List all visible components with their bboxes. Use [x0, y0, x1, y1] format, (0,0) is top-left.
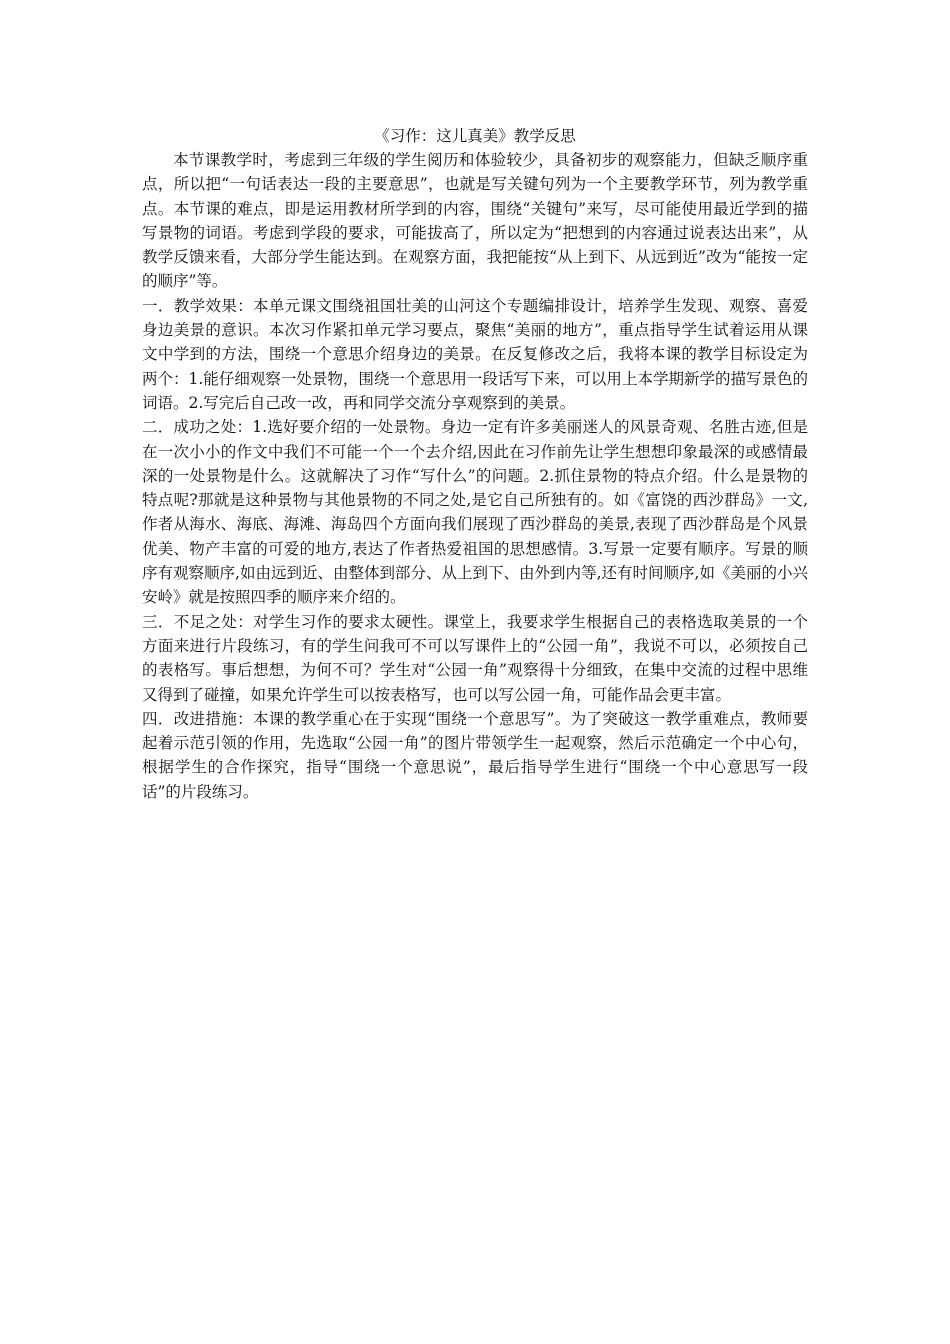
intro-paragraph: 本节课教学时，考虑到三年级的学生阅历和体验较少，具备初步的观察能力，但缺乏顺序重点，所以把“一句话表达一段的主要意思”，也就是写关键句列为一个主要教学环节，列为教学重点。本节课的难点，即是运用教材所学到的内容，围绕“关键句”来写，尽可能使用最近学到的描写景物的词语。考虑到学段的要求，可能拔高了，所以定为“把想到的内容通过说表达出来”，从教学反馈来看，大部分学生能达到。在观察方面，我把能按“从上到下、从远到近”改为“能按一定的顺序”等。: [142, 151, 808, 291]
improvement-paragraph: 四．改进措施：本课的教学重心在于实现“围绕一个意思写”。为了突破这一教学重难点，教师要起着示范引领的作用，先选取“公园一角”的图片带领学生一起观察，然后示范确定一个中心句，根据学生的合作探究，指导“围绕一个意思说”，最后指导学生进行“围绕一个中心意思写一段话”的片段练习。: [142, 709, 808, 801]
teaching-effect-paragraph: 一．教学效果：本单元课文围绕祖国壮美的山河这个专题编排设计，培养学生发现、观察、喜爱身边美景的意识。本次习作紧扣单元学习要点，聚焦“美丽的地方”，重点指导学生试着运用从课文中学到的方法，围绕一个意思介绍身边的美景。在反复修改之后，我将本课的教学目标设定为两个：1.能仔细观察一处景物，围绕一个意思用一段话写下来，可以用上本学期新学的描写景色的词语。2.写完后自己改一改，再和同学交流分享观察到的美景。: [142, 296, 808, 412]
shortcoming-paragraph: 三．不足之处：对学生习作的要求太硬性。课堂上，我要求学生根据自己的表格选取美景的一个方面来进行片段练习，有的学生问我可不可以写课件上的“公园一角”，我说不可以，必须按自己的表格写。事后想想，为何不可？学生对“公园一角”观察得十分细致，在集中交流的过程中思维又得到了碰撞，如果允许学生可以按表格写，也可以写公园一角，可能作品会更丰富。: [142, 612, 808, 704]
success-paragraph: 二．成功之处：1.选好要介绍的一处景物。身边一定有许多美丽迷人的风景奇观、名胜古迹,但是在一次小小的作文中我们不可能一个一个去介绍,因此在习作前先让学生想想印象最深的或感情最深的一处景物是什么。这就解决了习作“写什么”的问题。2.抓住景物的特点介绍。什么是景物的特点呢?那就是这种景物与其他景物的不同之处,是它自己所独有的。如《富饶的西沙群岛》一文,作者从海水、海底、海滩、海岛四个方面向我们展现了西沙群岛的美景,表现了西沙群岛是个风景优美、物产丰富的可爱的地方,表达了作者热爱祖国的思想感情。3.写景一定要有顺序。写景的顺序有观察顺序,如由远到近、由整体到部分、从上到下、由外到内等,还有时间顺序,如《美丽的小兴安岭》就是按照四季的顺序来介绍的。: [142, 418, 808, 607]
document-title: 《习作：这儿真美》教学反思: [374, 127, 576, 145]
document-page: [142, 124, 808, 804]
